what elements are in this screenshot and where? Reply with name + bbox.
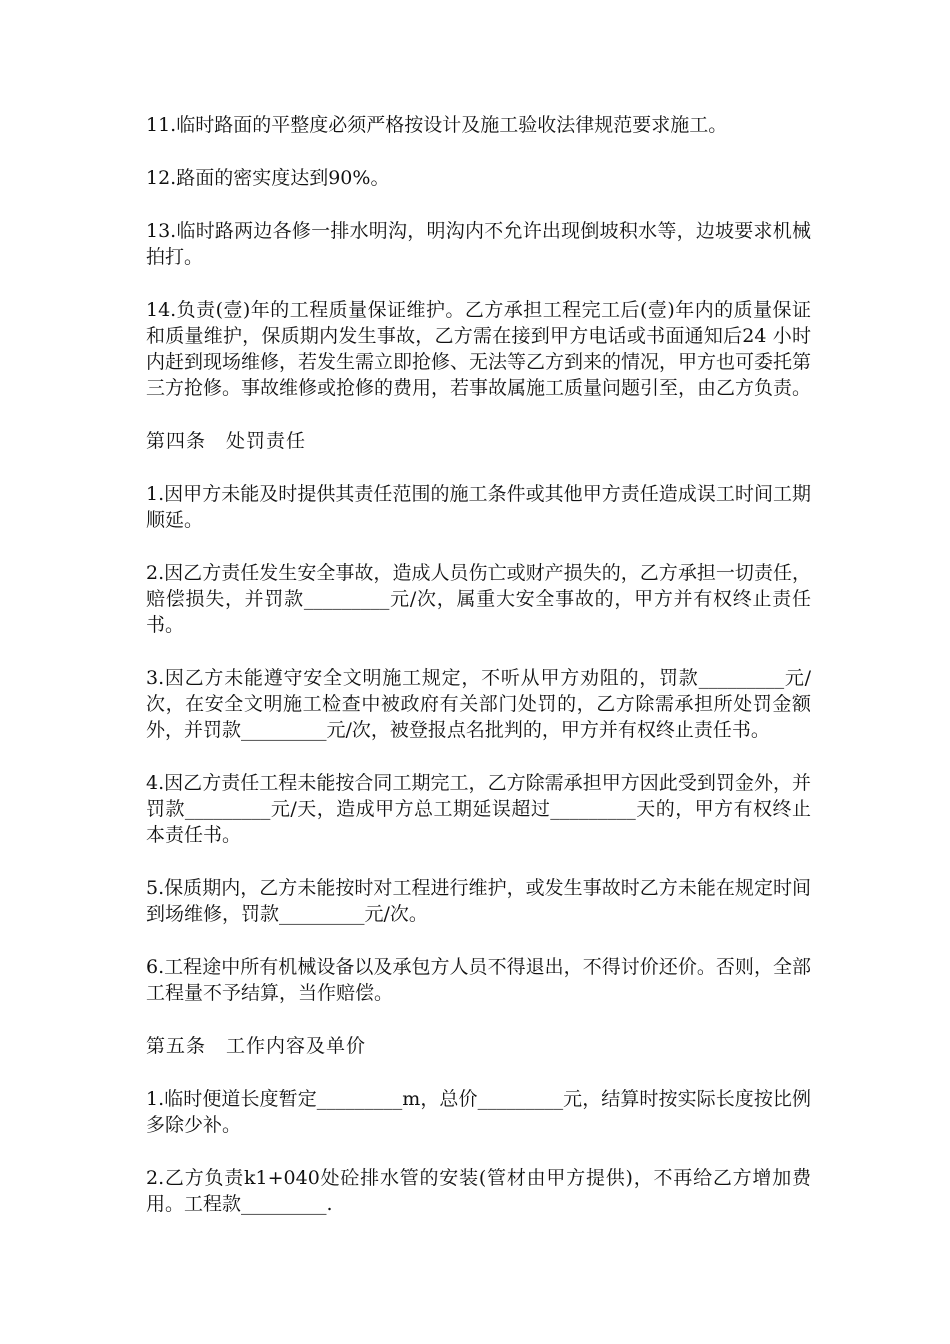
clause-13: 13.临时路两边各修一排水明沟，明沟内不允许出现倒坡积水等，边坡要求机械拍打。 — [146, 220, 811, 268]
article-4-heading: 第四条 处罚责任 — [146, 430, 307, 452]
work-item-2: 2.乙方负责k1+040处砼排水管的安装(管材由甲方提供)，不再给乙方增加费用。工程款_________. — [146, 1167, 811, 1215]
penalty-clause-1: 1.因甲方未能及时提供其责任范围的施工条件或其他甲方责任造成误工时间工期顺延。 — [146, 483, 811, 531]
penalty-clause-3: 3.因乙方未能遵守安全文明施工规定，不听从甲方劝阻的，罚款_________元/次，在安全文明施工检查中被政府有关部门处罚的，乙方除需承担所处罚金额外，并罚款_________元/次，被登报点名批判的，甲方并有权终止责任书。 — [146, 667, 811, 741]
clause-14: 14.负责(壹)年的工程质量保证维护。乙方承担工程完工后(壹)年内的质量保证和质量维护，保质期内发生事故，乙方需在接到甲方电话或书面通知后24 小时内赶到现场维修，若发生需立即抢修、无法等乙方到来的情况，甲方也可委托第三方抢修。事故维修或抢修的费用，若事故属施工质量问题引至，由乙方负责。 — [146, 299, 812, 399]
penalty-clause-2: 2.因乙方责任发生安全事故，造成人员伤亡或财产损失的，乙方承担一切责任，赔偿损失，并罚款_________元/次，属重大安全事故的，甲方并有权终止责任书。 — [146, 562, 811, 636]
penalty-clause-5: 5.保质期内，乙方未能按时对工程进行维护，或发生事故时乙方未能在规定时间到场维修，罚款_________元/次。 — [146, 877, 811, 925]
article-5-heading: 第五条 工作内容及单价 — [146, 1035, 367, 1057]
clause-11: 11.临时路面的平整度必须严格按设计及施工验收法律规范要求施工。 — [146, 114, 728, 136]
penalty-clause-6: 6.工程途中所有机械设备以及承包方人员不得退出，不得讨价还价。否则，全部工程量不予结算，当作赔偿。 — [146, 956, 811, 1004]
document-page — [146, 112, 811, 1244]
penalty-clause-4: 4.因乙方责任工程未能按合同工期完工，乙方除需承担甲方因此受到罚金外，并罚款_________元/天，造成甲方总工期延误超过_________天的，甲方有权终止本责任书。 — [146, 772, 811, 846]
work-item-1: 1.临时便道长度暂定_________m，总价_________元，结算时按实际长度按比例多除少补。 — [146, 1088, 811, 1136]
clause-12: 12.路面的密实度达到90%。 — [146, 167, 390, 189]
